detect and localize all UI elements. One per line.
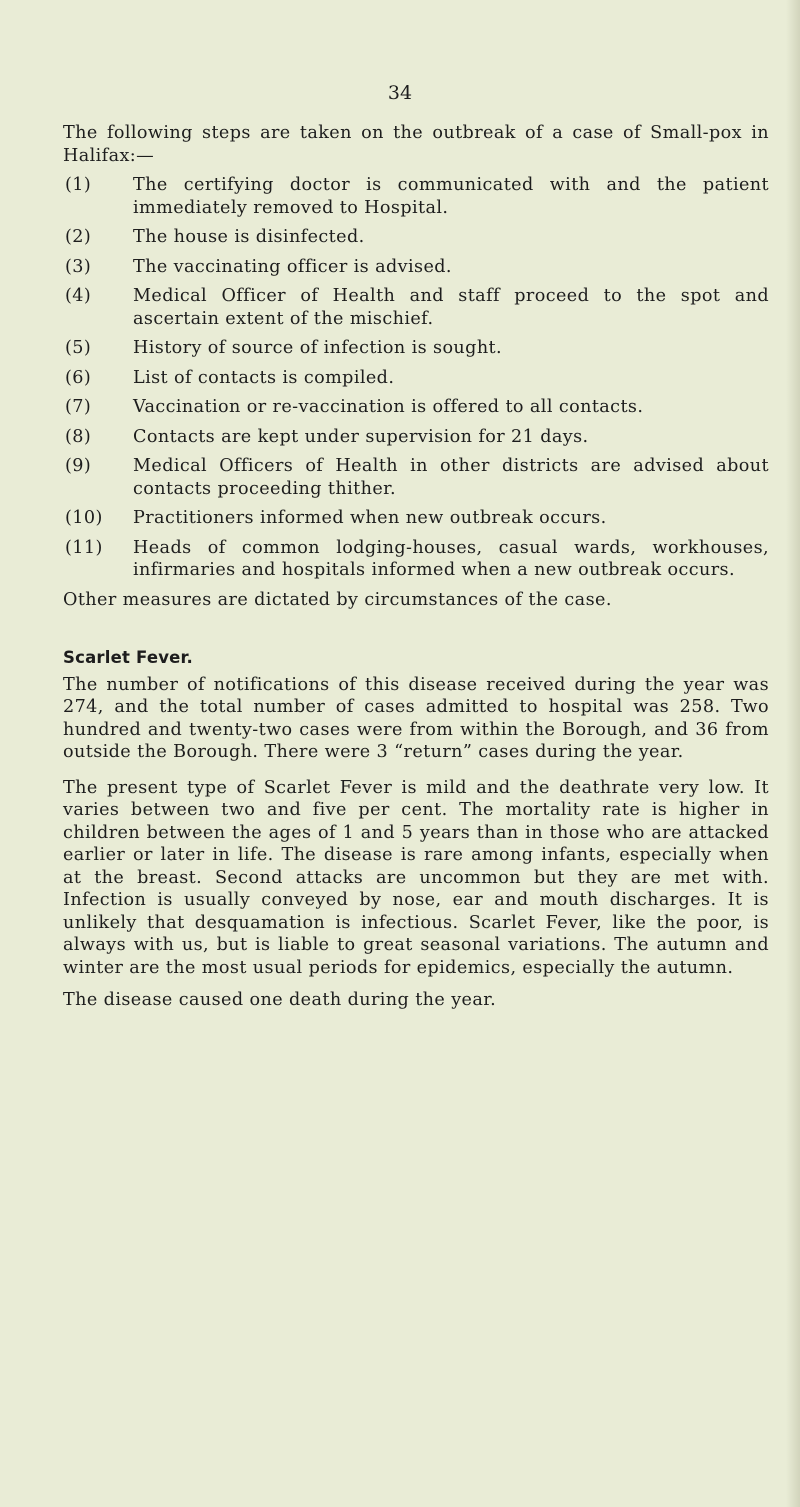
step-item (63, 507, 769, 530)
step-number: (6) (65, 367, 92, 388)
step-item (63, 426, 769, 449)
step-text: Contacts are kept under supervision for 21 days. (133, 426, 589, 447)
step-text: History of source of infection is sought. (133, 338, 503, 358)
step-item (63, 256, 769, 279)
step-text: The certifying doctor is communicated with and the patient immediately removed to Hospital. (133, 175, 769, 218)
step-text: Practitioners informed when new outbreak occurs. (133, 508, 607, 528)
step-number: (9) (65, 456, 92, 476)
step-item (63, 367, 769, 390)
step-item (63, 337, 769, 360)
other-measures-paragraph: Other measures are dictated by circumstances of the case. (63, 589, 612, 610)
step-item (63, 396, 769, 419)
step-number: (10) (65, 508, 103, 528)
step-text: The vaccinating officer is advised. (133, 256, 452, 277)
step-number: (3) (65, 256, 92, 277)
page-number: 34 (387, 82, 413, 104)
step-item (63, 455, 769, 500)
step-item (63, 226, 769, 249)
step-text: The house is disinfected. (133, 227, 365, 247)
step-text: List of contacts is compiled. (133, 367, 395, 388)
scarlet-fever-paragraph: The number of notifications of this disease received during the year was 274, and the total number of cases admitted to hospital was 258. Two hundred and twenty-two cases were from within the Borough, and 36 from outside the Borough. There were 3 “return” cases during the year. (63, 674, 769, 762)
scarlet-fever-heading: Scarlet Fever. (63, 648, 194, 667)
page-edge-shadow (786, 0, 800, 1507)
scarlet-fever-paragraph: The disease caused one death during the year. (63, 990, 497, 1010)
page-content (63, 122, 769, 1012)
step-number: (4) (65, 286, 92, 306)
smallpox-steps-list (63, 174, 769, 582)
step-text: Medical Officer of Health and staff proceed to the spot and ascertain extent of the mischief. (133, 286, 769, 329)
step-text: Vaccination or re-vaccination is offered to all contacts. (133, 397, 644, 417)
step-text: Medical Officers of Health in other districts are advised about contacts proceeding thither. (133, 456, 769, 499)
step-text: Heads of common lodging-houses, casual wards, workhouses, infirmaries and hospitals informed when a new outbreak occurs. (133, 537, 769, 580)
step-number: (1) (65, 175, 92, 195)
step-number: (11) (65, 537, 103, 558)
step-item (63, 285, 769, 330)
step-number: (5) (65, 338, 92, 358)
step-number: (7) (65, 397, 92, 417)
intro-paragraph: The following steps are taken on the outbreak of a case of Small-pox in Halifax:— (63, 123, 769, 166)
step-item (63, 537, 769, 582)
scarlet-fever-paragraph: The present type of Scarlet Fever is mild and the deathrate very low. It varies between two and five per cent. The mortality rate is higher in children between the ages of 1 and 5 years than in those who are attacked earlier or later in life. The disease is rare among infants, especially when at the breast. Second attacks are uncommon but they are met with. Infection is usually conveyed by nose, ear and mouth discharges. It is unlikely that desquamation is infectious. Scarlet Fever, like the poor, is always with us, but is liable to great seasonal variations. The autumn and winter are the most usual periods for epidemics, especially the autumn. (63, 777, 769, 978)
step-number: (8) (65, 426, 92, 447)
step-number: (2) (65, 227, 92, 247)
step-item (63, 174, 769, 219)
